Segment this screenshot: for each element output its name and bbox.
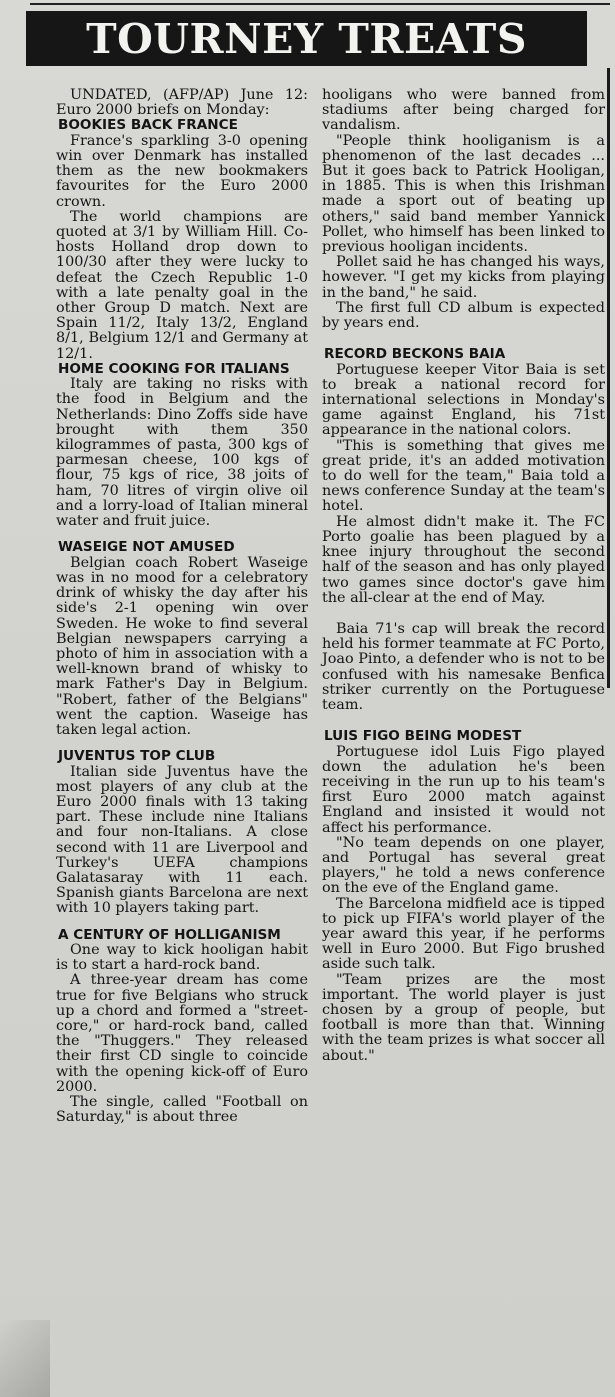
headline: WASEIGE NOT AMUSED [58,539,235,556]
headline: A CENTURY OF HOLLIGANISM [58,926,281,943]
paragraph: Pollet said he has changed his ways, however. "I get my kicks from playing in the band," he said. [322,254,605,301]
paragraph: hooligans who were banned from stadiums after being charged for vandalism. [322,87,605,134]
article-century-of-holliganism [56,928,308,1126]
right-column [322,88,605,1064]
article-juventus-top-club [56,749,308,916]
dateline-intro: UNDATED, (AFP/AP) June 12: Euro 2000 briefs on Monday: [56,87,308,119]
top-rule [30,3,610,5]
article-waseige-not-amused [56,540,308,738]
masthead-banner [26,11,587,66]
paragraph: He almost didn't make it. The FC Porto goalie has been plagued by a knee injury throughout the second half of the season and has only played two games since doctor's gave him the all-clear at the end of May. [322,513,605,606]
headline: HOME COOKING FOR ITALIANS [58,360,290,377]
paragraph: "No team depends on one player, and Portugal has several great players," he told a news conference on the eve of the England game. [322,834,605,897]
paragraph: The world champions are quoted at 3/1 by William Hill. Co-hosts Holland drop down to 100/30 after they were lucky to defeat the Czech Republic 1-0 with a late penalty goal in the other Group D match. Next are Spain 11/2, Italy 13/2, England 8/1, Belgium 12/1 and Germany at 12/1. [56,208,308,362]
headline: LUIS FIGO BEING MODEST [324,728,522,745]
paragraph: The single, called "Football on Saturday," is about three [56,1094,308,1126]
paragraph: "Team prizes are the most important. The world player is just chosen by a group of people, but football is more than that. Winning with the team prizes is what soccer all about." [322,971,605,1064]
paragraph: One way to kick hooligan habit is to start a hard-rock band. [56,941,308,974]
article-home-cooking [56,362,308,529]
paragraph: Baia 71's cap will break the record held his former teammate at FC Porto, Joao Pinto, a defender who is not to be confused with his namesake Benfica striker currently on the Portuguese team. [322,620,605,713]
article-luis-figo-being-modest [322,729,605,1064]
page-shadow [0,1320,50,1397]
left-column [56,88,308,1125]
paragraph: Italian side Juventus have the most players of any club at the Euro 2000 finals with 13 taking part. These include nine Italians and four non-Italians. A close second with 11 are Liverpool and Turkey's UEFA champions Galatasaray with 11 each. Spanish giants Barcelona are next with 10 players taking part. [56,763,308,917]
article-bookies-back-france [56,118,308,361]
page-title: TOURNEY TREATS [86,14,527,63]
paragraph: "This is something that gives me great pride, it's an added motivation to do well for the team," Baia told a news conference Sunday at the team's hotel. [322,437,605,515]
paragraph: Portuguese idol Luis Figo played down the adulation he's been receiving in the run up to his team's first Euro 2000 match against England and insisted it would not affect his performance. [322,743,605,836]
headline: JUVENTUS TOP CLUB [58,748,216,765]
article-continued-holliganism [322,88,605,331]
paragraph: The first full CD album is expected by years end. [322,299,605,332]
headline: BOOKIES BACK FRANCE [58,117,238,134]
paragraph: France's sparkling 3-0 opening win over Denmark has installed them as the new bookmakers favourites for the Euro 2000 crown. [56,132,308,210]
paragraph: "People think hooliganism is a phenomenon of the last decades ... But it goes back to Patrick Hooligan, in 1885. This is when this Irishman made a sport out of beating up others," said band member Yannick Pollet, who himself has been linked to previous hooligan incidents. [322,132,605,256]
column-edge-rule [607,68,610,688]
paragraph: The Barcelona midfield ace is tipped to pick up FIFA's world player of the year award this year, if he performs well in Euro 2000. But Figo brushed aside such talk. [322,895,605,973]
paragraph: Italy are taking no risks with the food in Belgium and the Netherlands: Dino Zoffs side have brought with them 350 kilogrammes of pasta, 300 kgs of parmesan cheese, 100 kgs of flour, 75 kgs of rice, 38 joits of ham, 70 litres of virgin olive oil and a lorry-load of Italian mineral water and fruit juice. [56,376,308,530]
paragraph: Belgian coach Robert Waseige was in no mood for a celebratory drink of whisky the day after his side's 2-1 opening win over Sweden. He woke to find several Belgian newspapers carrying a photo of him in association with a well-known brand of whisky to mark Father's Day in Belgium. "Robert, father of the Belgians" went the caption. Waseige has taken legal action. [56,554,308,738]
article-record-beckons-baia [322,347,605,713]
headline: RECORD BECKONS BAIA [324,346,506,363]
paragraph: Portuguese keeper Vitor Baia is set to break a national record for international selections in Monday's game against England, his 71st appearance in the national colors. [322,361,605,439]
paragraph: A three-year dream has come true for five Belgians who struck up a chord and formed a "street-core," or hard-rock band, called the "Thuggers." They released their first CD single to coincide with the opening kick-off of Euro 2000. [56,972,308,1095]
